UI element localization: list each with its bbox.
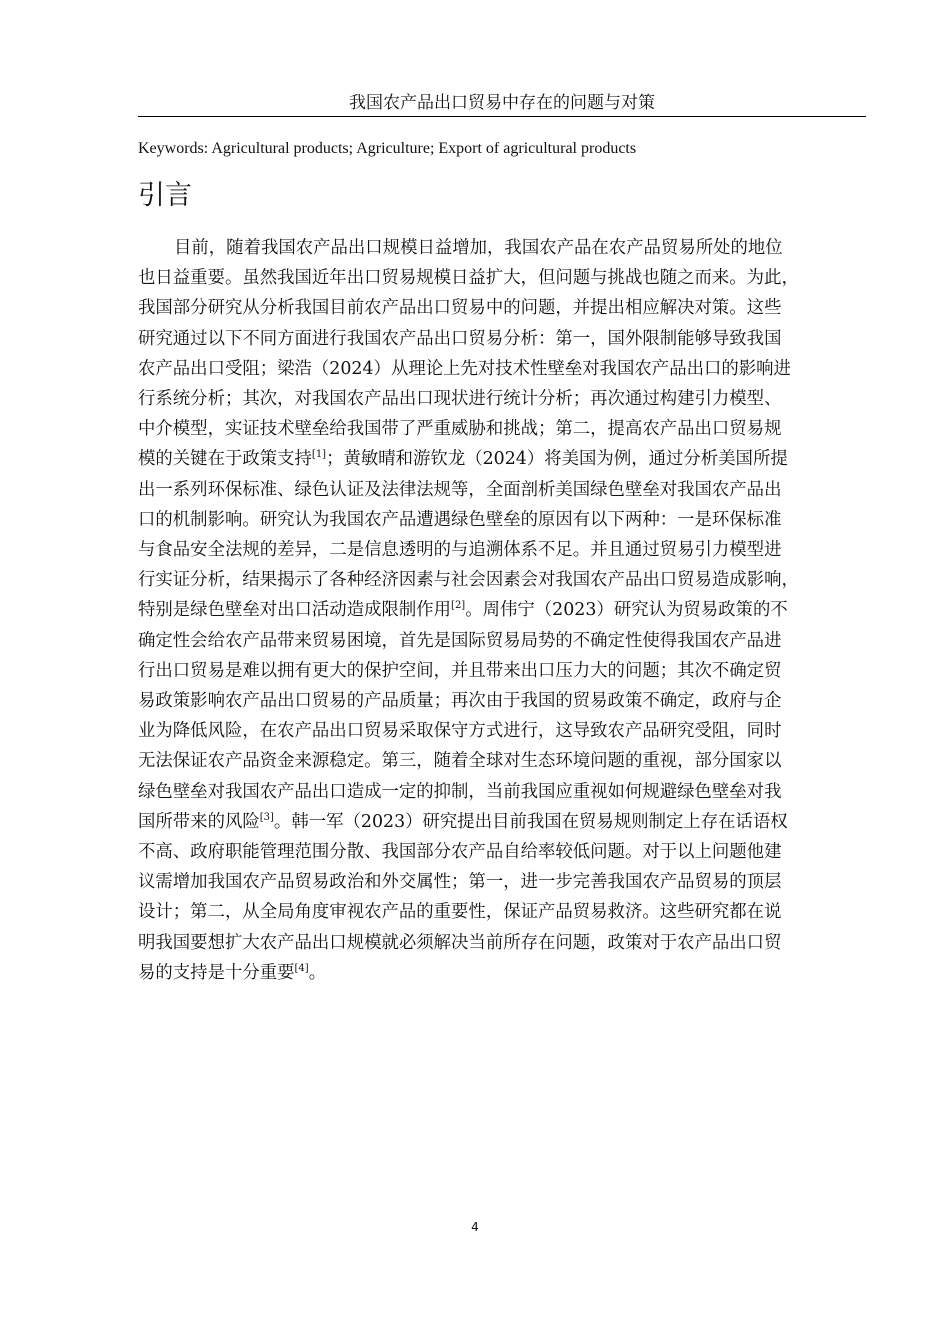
citation-ref[interactable]: [4] bbox=[294, 963, 309, 975]
citation-ref[interactable]: [3] bbox=[259, 812, 274, 824]
line-text: 特别是绿色壁垒对出口活动造成限制作用 bbox=[138, 600, 452, 621]
paragraph-line: 绿色壁垒对我国农产品出口造成一定的抑制，当前我国应重视如何规避绿色壁垒对我 bbox=[138, 781, 782, 802]
body-paragraph bbox=[138, 233, 858, 988]
keywords-line: Keywords: Agricultural products; Agriculture; Export of agricultural products bbox=[138, 140, 637, 157]
paragraph-line: 易政策影响农产品出口贸易的产品质量；再次由于我国的贸易政策不确定，政府与企 bbox=[138, 691, 782, 712]
paragraph-line: 确定性会给农产品带来贸易困境，首先是国际贸易局势的不确定性使得我国农产品进 bbox=[138, 630, 782, 651]
line-text: 。 bbox=[308, 962, 327, 983]
paragraph-line: 明我国要想扩大农产品出口规模就必须解决当前所存在问题，政策对于农产品出口贸 bbox=[138, 932, 782, 953]
line-text: 模的关键在于政策支持 bbox=[138, 449, 312, 470]
paragraph-line: 无法保证农产品资金来源稳定。第三，随着全球对生态环境问题的重视，部分国家以 bbox=[138, 751, 782, 772]
section-heading: 引言 bbox=[138, 180, 192, 211]
line-text: 易的支持是十分重要 bbox=[138, 962, 295, 983]
line-text: 。韩一军（2023）研究提出目前我国在贸易规则制定上存在话语权 bbox=[273, 811, 788, 832]
citation-ref[interactable]: [2] bbox=[451, 600, 466, 612]
paragraph-line: 也日益重要。虽然我国近年出口贸易规模日益扩大，但问题与挑战也随之而来。为此， bbox=[138, 268, 799, 289]
paragraph-line: 农产品出口受阻；梁浩（2024）从理论上先对技术性壁垒对我国农产品出口的影响进 bbox=[138, 358, 791, 379]
paragraph-line: 出一系列环保标准、绿色认证及法律法规等，全面剖析美国绿色壁垒对我国农产品出 bbox=[138, 479, 782, 500]
paragraph-line: 业为降低风险，在农产品出口贸易采取保守方式进行，这导致农产品研究受阻，同时 bbox=[138, 721, 782, 742]
paragraph-line bbox=[138, 807, 858, 837]
line-text: ；黄敏晴和游钦龙（2024）将美国为例，通过分析美国所提 bbox=[326, 449, 788, 470]
paragraph-line: 议需增加我国农产品贸易政治和外交属性；第一，进一步完善我国农产品贸易的顶层 bbox=[138, 872, 782, 893]
line-text: 。周伟宁（2023）研究认为贸易政策的不 bbox=[465, 600, 788, 621]
paragraph-line bbox=[138, 444, 858, 474]
paragraph-line bbox=[138, 958, 858, 988]
header-divider bbox=[138, 116, 866, 117]
line-text: 国所带来的风险 bbox=[138, 811, 260, 832]
paragraph-line: 行出口贸易是难以拥有更大的保护空间，并且带来出口压力大的问题；其次不确定贸 bbox=[138, 660, 782, 681]
paragraph-line: 与食品安全法规的差异，二是信息透明的与追溯体系不足。并且通过贸易引力模型进 bbox=[138, 540, 782, 561]
paragraph-line: 行系统分析；其次，对我国农产品出口现状进行统计分析；再次通过构建引力模型、 bbox=[138, 389, 782, 410]
page-header-title: 我国农产品出口贸易中存在的问题与对策 bbox=[349, 93, 655, 113]
paragraph-line: 设计；第二，从全局角度审视农产品的重要性，保证产品贸易救济。这些研究都在说 bbox=[138, 902, 782, 923]
paragraph-line: 目前，随着我国农产品出口规模日益增加，我国农产品在农产品贸易所处的地位 bbox=[174, 238, 783, 258]
paragraph-line: 口的机制影响。研究认为我国农产品遭遇绿色壁垒的原因有以下两种：一是环保标准 bbox=[138, 509, 782, 530]
citation-ref[interactable]: [1] bbox=[311, 449, 327, 461]
paragraph-line: 行实证分析，结果揭示了各种经济因素与社会因素会对我国农产品出口贸易造成影响， bbox=[138, 570, 799, 591]
paragraph-line: 中介模型，实证技术壁垒给我国带了严重威胁和挑战；第二，提高农产品出口贸易规 bbox=[138, 419, 782, 440]
paragraph-line: 研究通过以下不同方面进行我国农产品出口贸易分析：第一，国外限制能够导致我国 bbox=[138, 328, 782, 349]
page-number: 4 bbox=[471, 1220, 479, 1234]
paragraph-line bbox=[138, 595, 858, 625]
paragraph-line: 不高、政府职能管理范围分散、我国部分农产品自给率较低问题。对于以上问题他建 bbox=[138, 842, 782, 863]
paragraph-line: 我国部分研究从分析我国目前农产品出口贸易中的问题，并提出相应解决对策。这些 bbox=[138, 298, 782, 319]
